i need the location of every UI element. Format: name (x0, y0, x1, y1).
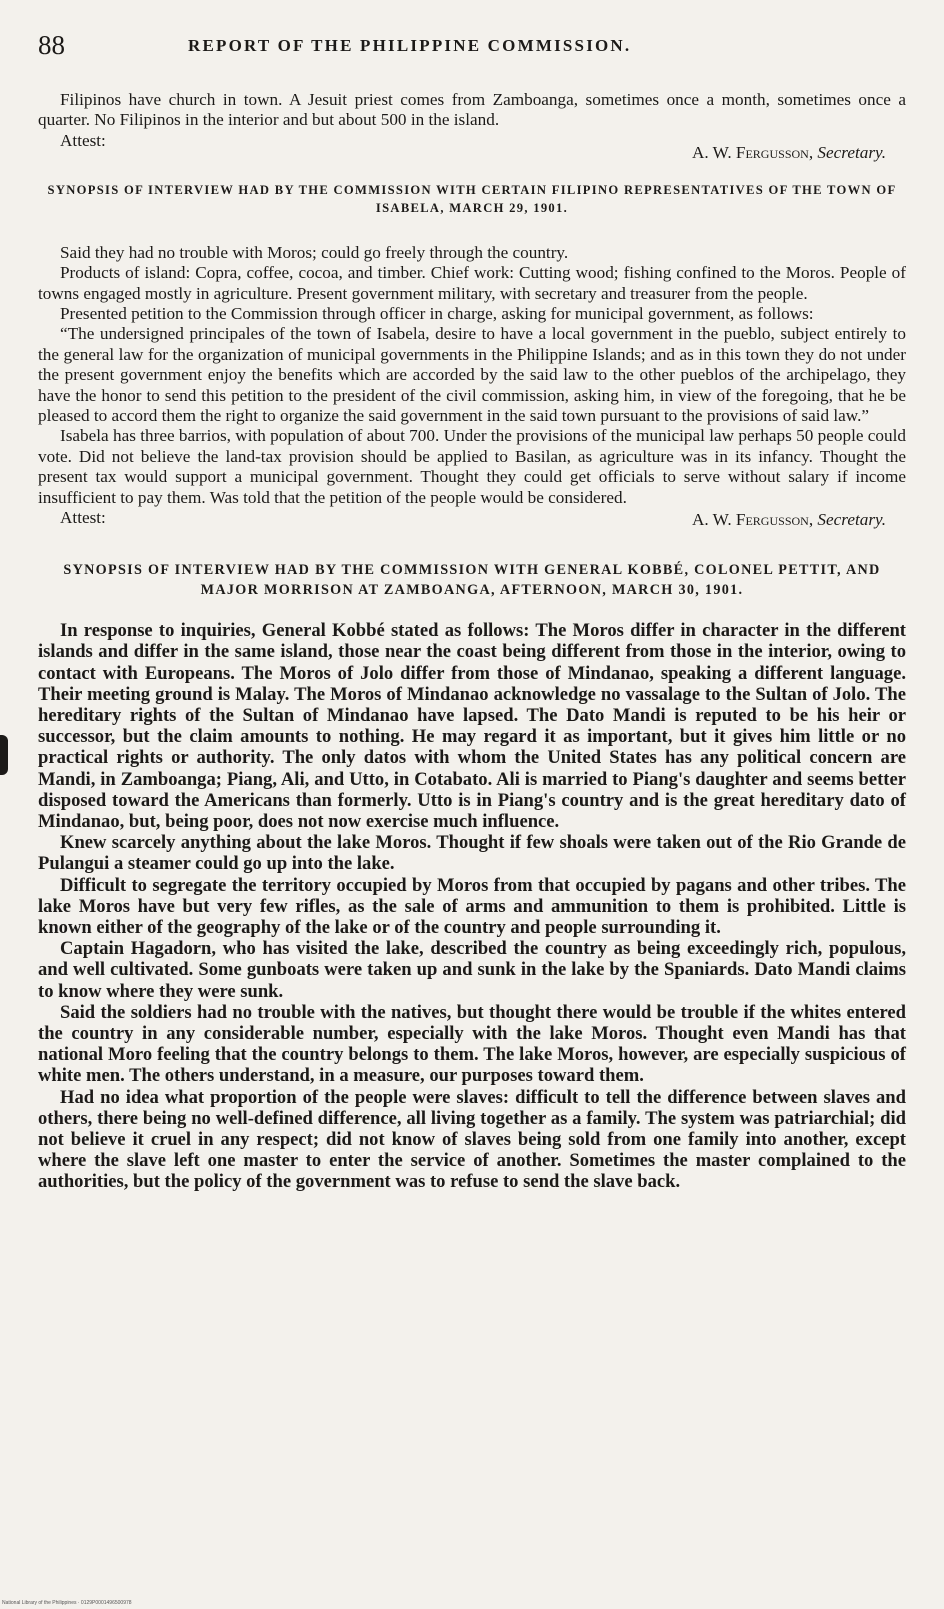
library-credit: National Library of the Philippines · 0129P0001496500978 (2, 1600, 132, 1606)
paragraph: Knew scarcely anything about the lake Moros. Thought if few shoals were taken out of the Rio Grande de Pulangui a steamer could go up into the lake. (38, 832, 906, 875)
signature (692, 143, 886, 163)
paragraph: Said the soldiers had no trouble with the natives, but thought there would be trouble if the whites entered the country in any considerable number, especially with the lake Moros. Thought even Mandi has that national Moro feeling that the country belongs to them. The lake Moros, however, are especially suspicious of white men. The others understand, in a measure, our purposes toward them. (38, 1001, 906, 1087)
signature-role: Secretary. (817, 510, 886, 530)
paragraph: In response to inquiries, General Kobbé stated as follows: The Moros differ in character in the different islands and differ in the same island, those near the coast being different from those in the interior, owing to contact with Europeans. The Moros of Jolo differ from those of Mindanao, speaking a different language. Their meeting ground is Malay. The Moros of Mindanao acknowledge no vassalage to the Sultan of Jolo. The hereditary rights of the Sultan of Mindanao have lapsed. The Dato Mandi is reputed to be his heir or successor, but the claim amounts to nothing. He may regard it as important, but it gives him little or no practical rights or authority. The only datos with whom the United States has any political concern are Mandi, in Zamboanga; Piang, Ali, and Utto, in Cotabato. Ali is married to Piang's daughter and seems better disposed toward the Americans than formerly. Utto is in Piang's country and is the great hereditary dato of Mindanao, but, being poor, does not now exercise much influence. (38, 620, 906, 832)
page-edge-mark (0, 735, 8, 775)
paragraph: Said they had no trouble with Moros; could go freely through the country. (60, 242, 569, 262)
paragraph: Difficult to segregate the territory occupied by Moros from that occupied by pagans and other tribes. The lake Moros have but very few rifles, as the sale of arms and ammunition to them is prohibited. Little is known either of the geography of the lake or of the country and people surrounding it. (38, 874, 906, 938)
section-heading: SYNOPSIS OF INTERVIEW HAD BY THE COMMISSION WITH CERTAIN FILIPINO REPRESENTATIVES OF THE TOWN OF ISABELA, MARCH 29, 1901. (47, 182, 897, 215)
paragraph: Products of island: Copra, coffee, cocoa, and timber. Chief work: Cutting wood; fishing confined to the Moros. People of towns engaged mostly in agriculture. Present government military, with secretary and treasurer from the people. (38, 263, 906, 303)
signature-name: A. W. Fergusson, (691, 510, 814, 530)
petition-quote: “The undersigned principales of the town of Isabela, desire to have a local government in the pueblo, subject entirely to the general law for the organization of municipal governments in the Philippine Islands; and as in this town they do not under the present government enjoy the benefits which are accorded by the said law to the other pueblos of the archipelago, they have the honor to send this petition to the president of the civil commission, asking him, in view of the foregoing, that he be pleased to accord them the right to organize the said government in the said town pursuant to the provisions of said law.” (38, 324, 906, 426)
signature-role: Secretary. (817, 142, 886, 162)
page-number: 88 (38, 30, 65, 60)
signature (692, 510, 886, 530)
signature-name: A. W. Fergusson, (691, 142, 814, 162)
attest-row (38, 130, 906, 162)
header-title: REPORT OF THE PHILIPPINE COMMISSION. (188, 36, 632, 55)
paragraph: Presented petition to the Commission through officer in charge, asking for municipal government, as follows: (60, 304, 814, 324)
section-heading: SYNOPSIS OF INTERVIEW HAD BY THE COMMISSION WITH GENERAL KOBBÉ, COLONEL PETTIT, AND MAJOR MORRISON AT ZAMBOANGA, AFTERNOON, MARCH 30, 1901. (63, 562, 881, 599)
attest-label: Attest: (60, 508, 106, 528)
paragraph: Captain Hagadorn, who has visited the lake, described the country as being exceedingly rich, populous, and well cultivated. Some gunboats were taken up and sunk in the lake by the Spaniards. Dato Mandi claims to know where they were sunk. (38, 938, 906, 1002)
paragraph: Isabela has three barrios, with population of about 700. Under the provisions of the municipal law perhaps 50 people could vote. Did not believe the land-tax provision should be applied to Basilan, as agriculture was in its infancy. Thought the present tax would support a municipal government. Thought they could get officials to serve without salary if income insufficient to pay them. Was told that the petition of the people would be considered. (38, 426, 906, 507)
document-page (38, 30, 906, 1193)
section-one-paragraph: Filipinos have church in town. A Jesuit priest comes from Zamboanga, sometimes once a month, sometimes once a quarter. No Filipinos in the interior and but about 500 in the island. (38, 90, 906, 130)
paragraph: Had no idea what proportion of the people were slaves: difficult to tell the difference between slaves and others, there being no well-defined difference, all living together as a family. The system was patriarchial; did not believe it cruel in any respect; did not know of slaves being sold from one family into another, except where the slave left one master to enter the service of another. Sometimes the master complained to the authorities, but the policy of the government was to refuse to send the slave back. (38, 1086, 906, 1193)
running-head (38, 30, 906, 62)
attest-row (38, 508, 906, 532)
attest-label: Attest: (60, 130, 106, 150)
